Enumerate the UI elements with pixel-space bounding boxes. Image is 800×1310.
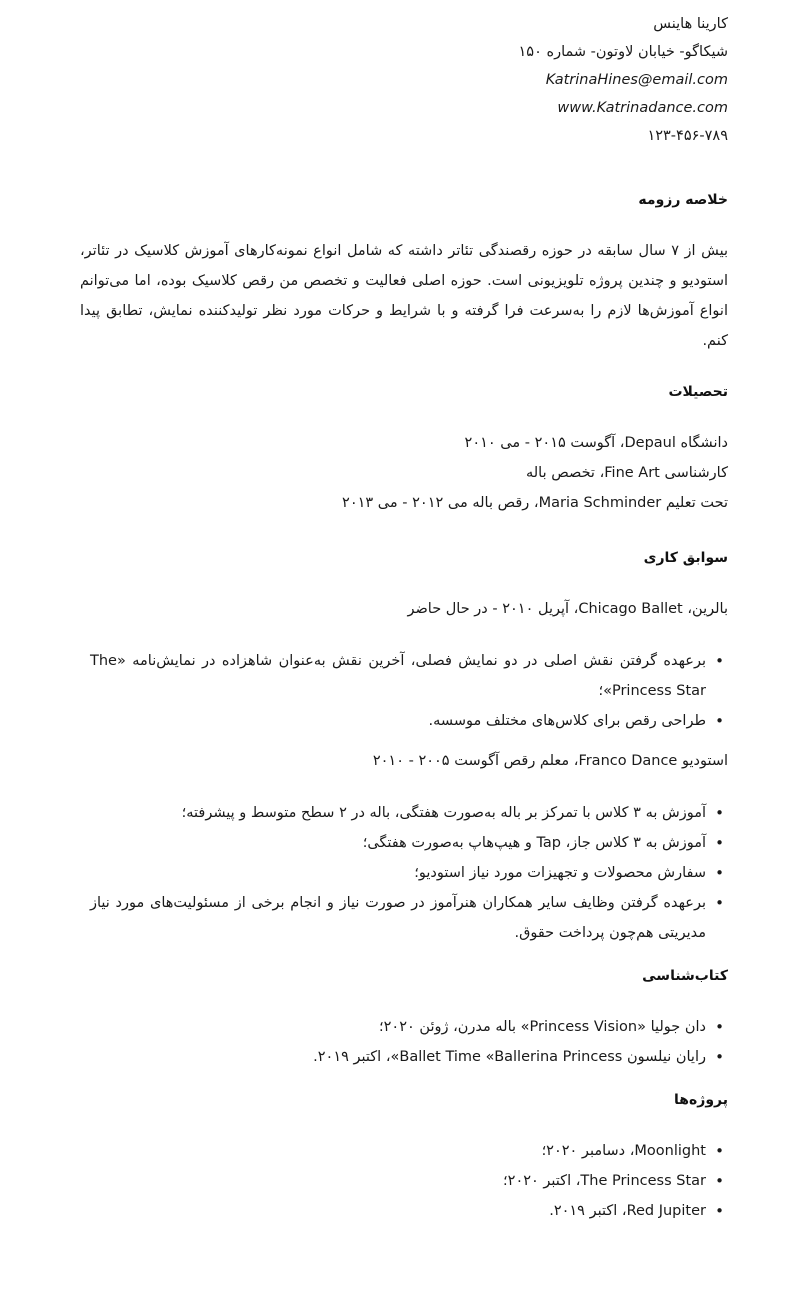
education-block <box>72 428 728 518</box>
education-line: کارشناسی Fine Art، تخصص باله <box>525 465 728 481</box>
job-responsibility-list <box>90 646 726 736</box>
projects-list <box>90 1136 726 1226</box>
section-heading-bibliography: کتاب‌شناسی <box>642 968 728 984</box>
list-item: • The Princess Star، اکتبر ۲۰۲۰؛ <box>90 1166 726 1196</box>
education-line: دانشگاه Depaul، آگوست ۲۰۱۵ - می ۲۰۱۰ <box>464 435 728 451</box>
list-item: • برعهده گرفتن نقش اصلی در دو نمایش فصلی، آخرین نقش به‌عنوان شاهزاده در نمایش‌نامه «The Princess Star»؛ <box>90 646 726 706</box>
bibliography-list <box>90 1012 726 1072</box>
list-item: • Moonlight، دسامبر ۲۰۲۰؛ <box>90 1136 726 1166</box>
section-heading-summary: خلاصه رزومه <box>638 192 728 208</box>
summary-paragraph: بیش از ۷ سال سابقه در حوزه رقصندگی تئاتر داشته که شامل انواع نمونه‌کارهای آموزش کلاسیک در تئاتر، استودیو و چندین پروژه تلویزیونی است. حوزه اصلی فعالیت و تخصص من رقص کلاسیک بوده، اما می‌توانم انواع آموزش‌ها لازم را به‌سرعت فرا گرفته و با شرایط و حرکات مورد نظر تولیدکننده نمایش، تطابق پیدا کنم. <box>80 243 728 349</box>
candidate-email[interactable]: KatrinaHines@email.com <box>545 72 728 88</box>
list-item: • Red Jupiter، اکتبر ۲۰۱۹. <box>90 1196 726 1226</box>
job-header: بالرین، Chicago Ballet، آپریل ۲۰۱۰ - در حال حاضر <box>407 601 728 617</box>
list-item: • آموزش به ۳ کلاس با تمرکز بر باله به‌صورت هفتگی، باله در ۲ سطح متوسط و پیشرفته؛ <box>90 798 726 828</box>
job-responsibility-list <box>90 798 726 948</box>
section-heading-experience: سوابق کاری <box>643 550 728 566</box>
candidate-address: شیکاگو- خیابان لاوتون- شماره ۱۵۰ <box>518 44 728 60</box>
job-header: استودیو Franco Dance، معلم رقص آگوست ۲۰۰۵ - ۲۰۱۰ <box>372 753 728 769</box>
list-item: • دان جولیا «Princess Vision» باله مدرن، ژوئن ۲۰۲۰؛ <box>90 1012 726 1042</box>
list-item: • برعهده گرفتن وظایف سایر همکاران هنرآموز در صورت نیاز و انجام برخی از مسئولیت‌های مورد نیاز مدیریتی هم‌چون پرداخت حقوق. <box>90 888 726 948</box>
candidate-phone: ۱۲۳-۴۵۶-۷۸۹ <box>647 128 728 144</box>
candidate-name: کارینا هاینس <box>653 16 728 32</box>
list-item: • آموزش به ۳ کلاس جاز، Tap و هیپ‌هاپ به‌صورت هفتگی؛ <box>90 828 726 858</box>
section-heading-education: تحصیلات <box>668 384 728 400</box>
list-item: • طراحی رقص برای کلاس‌های مختلف موسسه. <box>90 706 726 736</box>
list-item: • سفارش محصولات و تجهیزات مورد نیاز استودیو؛ <box>90 858 726 888</box>
contact-header <box>72 10 728 150</box>
candidate-website[interactable]: www.Katrinadance.com <box>557 100 728 116</box>
education-line: تحت تعلیم Maria Schminder، رقص باله می ۲۰۱۲ - می ۲۰۱۳ <box>342 495 728 511</box>
list-item: • رایان نیلسون Ballet Time «Ballerina Princess»، اکتبر ۲۰۱۹. <box>90 1042 726 1072</box>
section-heading-projects: پروژه‌ها <box>674 1092 728 1108</box>
